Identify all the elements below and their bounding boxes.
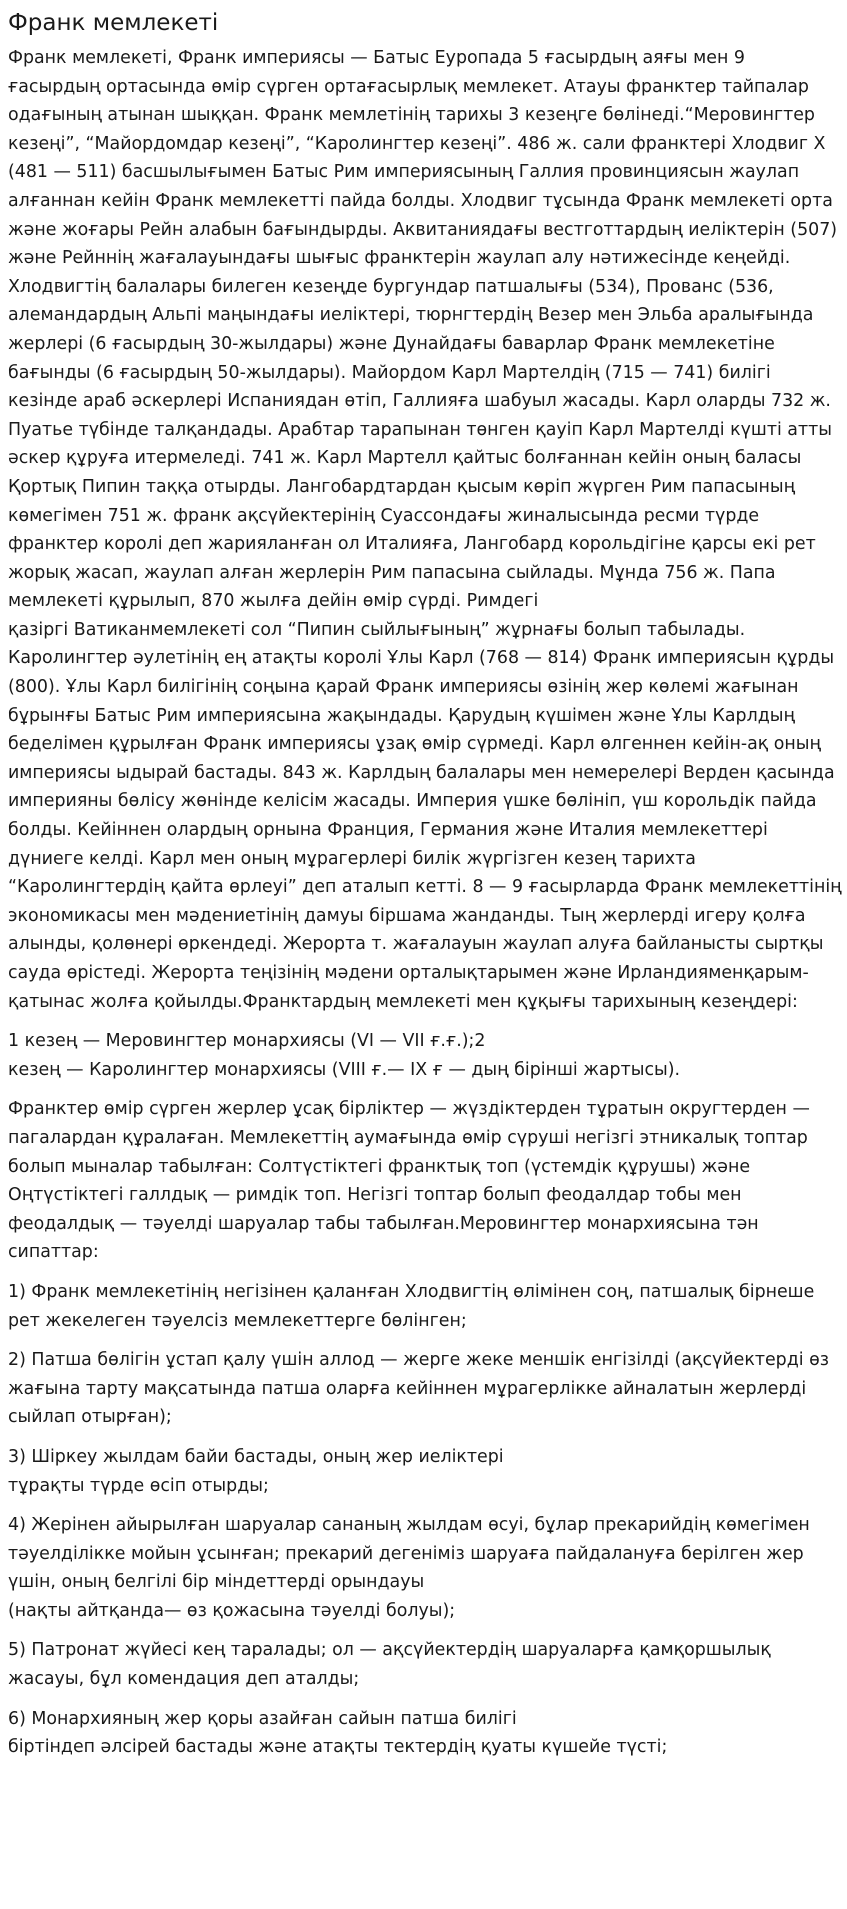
feature-item-4: 4) Жерінен айырылған шаруалар сананың жылдам өсуі, бұлар прекарийдің көмегімен тәуелділікке мойын ұсынған; прекарий дегеніміз шаруаға пайдалануға берілген жер үшін, оның белгілі бір міндеттерді орындауы (нақты айтқанда— өз қожасына тәуелді болуы); [8, 1515, 810, 1621]
feature-item-6: 6) Монархияның жер қоры азайған сайын патша билігі біртіндеп әлсірей бастады және атақты тектердің қуаты күшейе түсті; [8, 1708, 668, 1758]
feature-item-5: 5) Патронат жүйесі кең таралады; ол — ақсүйектердің шаруаларға қамқоршылық жасауы, бұл комендация деп аталды; [8, 1640, 771, 1690]
feature-item-2: 2) Патша бөлігін ұстап қалу үшін аллод — жерге жеке меншік енгізілді (ақсүйектерді өз жағына тарту мақсатында патша оларға кейіннен мұрагерлікке айналатын жерлерді сыйлап отырған); [8, 1350, 829, 1428]
feature-item-3: 3) Шіркеу жылдам байи бастады, оның жер иеліктері тұрақты түрде өсіп отырды; [8, 1446, 504, 1496]
intro-paragraph: Франк мемлекеті, Франк империясы — Батыс Еуропада 5 ғасырдың аяғы мен 9 ғасырдың ортасында өмір сүрген ортағасырлық мемлекет. Атауы франктер тайпалар одағының атынан шыққан. Франк мемлетінің тарихы 3 кезеңге бөлінеді.“Меровингтер кезеңі”, “Майордомдар кезеңі”, “Каролингтер кезеңі”. 486 ж. сали франктері Хлодвиг Х (481 — 511) басшылығымен Батыс Рим империясының Галлия провинциясын жаулап алғаннан кейін Франк мемлекетті пайда болды. Хлодвиг тұсында Франк мемлекеті орта және жоғары Рейн алабын бағындырды. Аквитаниядағы вестготтардың иеліктерін (507) және Рейннің жағалауындағы шығыс франктерін жаулап алу нәтижесінде кеңейді. Хлодвигтің балалары билеген кезеңде бургундар патшалығы (534), Прованс (536, алемандардың Альпі маңындағы иеліктері, тюрнгтердің Везер мен Эльба аралығында жерлері (6 ғасырдың 30-жылдары) және Дунайдағы баварлар Франк мемлекетіне бағынды (6 ғасырдың 50-жылдары). Майордом Карл Мартелдің (715 — 741) билігі кезінде араб әскерлері Испаниядан өтіп, Галлияға шабуыл жасады. Карл оларды 732 ж. Пуатье түбінде талқандады. Арабтар тарапынан төнген қауіп Карл Мартелді күшті атты әскер құруға итермеледі. 741 ж. Карл Мартелл қайтыс болғаннан кейін оның баласы Қортық Пипин таққа отырды. Лангобардтардан қысым көріп жүрген Рим папасының көмегімен 751 ж. франк ақсүйектерінің Суассондағы жиналысында ресми түрде франктер королі деп жарияланған ол Италияға, Лангобард корольдігіне қарсы екі рет жорық жасап, жаулап алған жерлерін Рим папасына сыйлады. Мұнда 756 ж. Папа мемлекеті құрылып, 870 жылға дейін өмір сүрді. Римдегі қазіргі Ватиканмемлекеті сол “Пипин сыйлығының” жұрнағы болып табылады. Каролингтер әулетінің ең атақты королі Ұлы Карл (768 — 814) Франк империясын құрды (800). Ұлы Карл билігінің соңына қарай Франк империясы өзінің жер көлемі жағынан бұрынғы Батыс Рим империясына жақындады. Қарудың күшімен және Ұлы Карлдың беделімен құрылған Франк империясы ұзақ өмір сүрмеді. Карл өлгеннен кейін-ақ оның империясы ыдырай бастады. 843 ж. Карлдың балалары мен немерелері Верден қасында империяны бөлісу жөнінде келісім жасады. Империя үшке бөлініп, үш корольдік пайда болды. Кейіннен олардың орнына Франция, Германия және Италия мемлекеттері дүниеге келді. Карл мен оның мұрагерлері билік жүргізген кезең тарихта “Каролингтердің қайта өрлеуі” деп аталып кетті. 8 — 9 ғасырларда Франк мемлекеттінің экономикасы мен мәдениетінің дамуы біршама жанданды. Тың жерлерді игеру қолға алынды, қолөнері өркендеді. Жерорта т. жағалауын жаулап алуға байланысты сыртқы сауда өрістеді. Жерорта теңізінің мәдени орталықтарымен және Ирландияменқарым-қатынас жолға қойылды.Франктардың мемлекеті мен құқығы тарихының кезеңдері: [8, 48, 842, 1012]
periods-paragraph: 1 кезең — Меровингтер монархиясы (VI — VII ғ.ғ.);2 кезең — Каролингтер монархиясы (VIII ғ.— IX ғ — дың бірінші жартысы). [8, 1031, 681, 1080]
feature-item-1: 1) Франк мемлекетінің негізінен қаланған Хлодвигтің өлімінен соң, патшалық бірнеше рет жекелеген тәуелсіз мемлекеттерге бөлінген; [8, 1281, 815, 1331]
page-title: Франк мемлекеті [8, 10, 219, 36]
territory-paragraph: Франктер өмір сүрген жерлер ұсақ бірліктер — жүздіктерден тұратын округтерден — пагалардан құралаған. Мемлекеттің аумағында өмір сүруші негізгі этникалық топтар болып мыналар табылған: Солтүстіктегі франктық топ (үстемдік құрушы) және Оңтүстіктегі галлдық — римдік топ. Негізгі топтар болып феодалдар тобы мен феодалдық — тәуелді шаруалар табы табылған.Меровингтер монархиясына тән сипаттар: [8, 1099, 810, 1263]
